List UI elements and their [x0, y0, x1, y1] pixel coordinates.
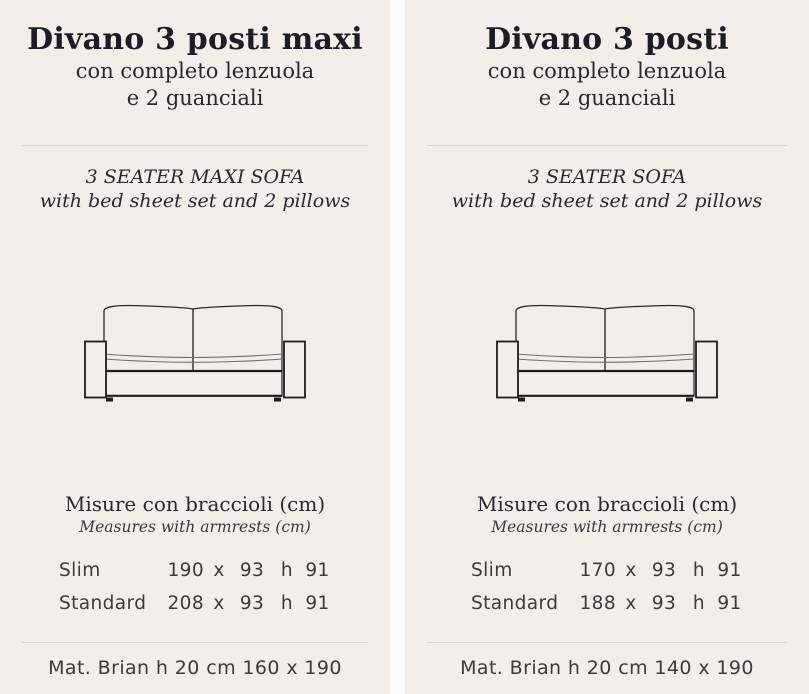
- depth-value: 93: [239, 593, 265, 614]
- height-value: 91: [305, 593, 330, 614]
- product-title: Divano 3 posti: [485, 22, 729, 57]
- sofa-front-icon: [405, 301, 809, 403]
- x-separator: x: [213, 560, 225, 581]
- size-label: Standard: [471, 593, 559, 614]
- height-value: 91: [717, 560, 742, 581]
- product-subtitle-en: with bed sheet set and 2 pillows: [39, 190, 351, 212]
- sofa-front-icon: [0, 301, 390, 403]
- measures-subtitle-en: Measures with armrests (cm): [79, 518, 311, 536]
- size-label: Standard: [59, 593, 147, 614]
- table-row-standard: [59, 587, 331, 620]
- height-value: 91: [717, 593, 742, 614]
- h-label: h: [280, 560, 294, 581]
- product-subtitle-line2: e 2 guanciali: [538, 86, 676, 110]
- measures-subtitle-en: Measures with armrests (cm): [491, 518, 723, 536]
- product-title-en: 3 SEATER MAXI SOFA: [85, 166, 305, 188]
- product-subtitle-line1: con completo lenzuola: [487, 59, 727, 83]
- product-subtitle-en: with bed sheet set and 2 pillows: [451, 190, 763, 212]
- size-label: Slim: [471, 560, 513, 581]
- mattress-info: Mat. Brian h 20 cm 140 x 190: [460, 657, 754, 679]
- x-separator: x: [625, 560, 637, 581]
- mattress-info: Mat. Brian h 20 cm 160 x 190: [48, 657, 342, 679]
- divider: [427, 145, 787, 146]
- width-value: 170: [579, 560, 616, 581]
- table-row-slim: [471, 554, 743, 587]
- h-label: h: [692, 593, 706, 614]
- depth-value: 93: [651, 560, 677, 581]
- measures-table: [471, 554, 743, 620]
- table-row-slim: [59, 554, 331, 587]
- h-label: h: [692, 560, 706, 581]
- divider: [22, 642, 368, 643]
- depth-value: 93: [239, 560, 265, 581]
- h-label: h: [280, 593, 294, 614]
- measures-title: Misure con braccioli (cm): [476, 492, 738, 516]
- product-title: Divano 3 posti maxi: [27, 22, 363, 57]
- product-card-maxi-sofa: [0, 0, 390, 694]
- product-title-en: 3 SEATER SOFA: [527, 166, 687, 188]
- width-value: 190: [167, 560, 204, 581]
- product-subtitle-line1: con completo lenzuola: [75, 59, 315, 83]
- size-label: Slim: [59, 560, 101, 581]
- divider: [427, 642, 787, 643]
- divider: [22, 145, 368, 146]
- table-row-standard: [471, 587, 743, 620]
- width-value: 208: [167, 593, 204, 614]
- depth-value: 93: [651, 593, 677, 614]
- height-value: 91: [305, 560, 330, 581]
- x-separator: x: [625, 593, 637, 614]
- x-separator: x: [213, 593, 225, 614]
- width-value: 188: [579, 593, 616, 614]
- measures-title: Misure con braccioli (cm): [64, 492, 326, 516]
- product-subtitle-line2: e 2 guanciali: [126, 86, 264, 110]
- measures-table: [59, 554, 331, 620]
- product-card-sofa: [405, 0, 809, 694]
